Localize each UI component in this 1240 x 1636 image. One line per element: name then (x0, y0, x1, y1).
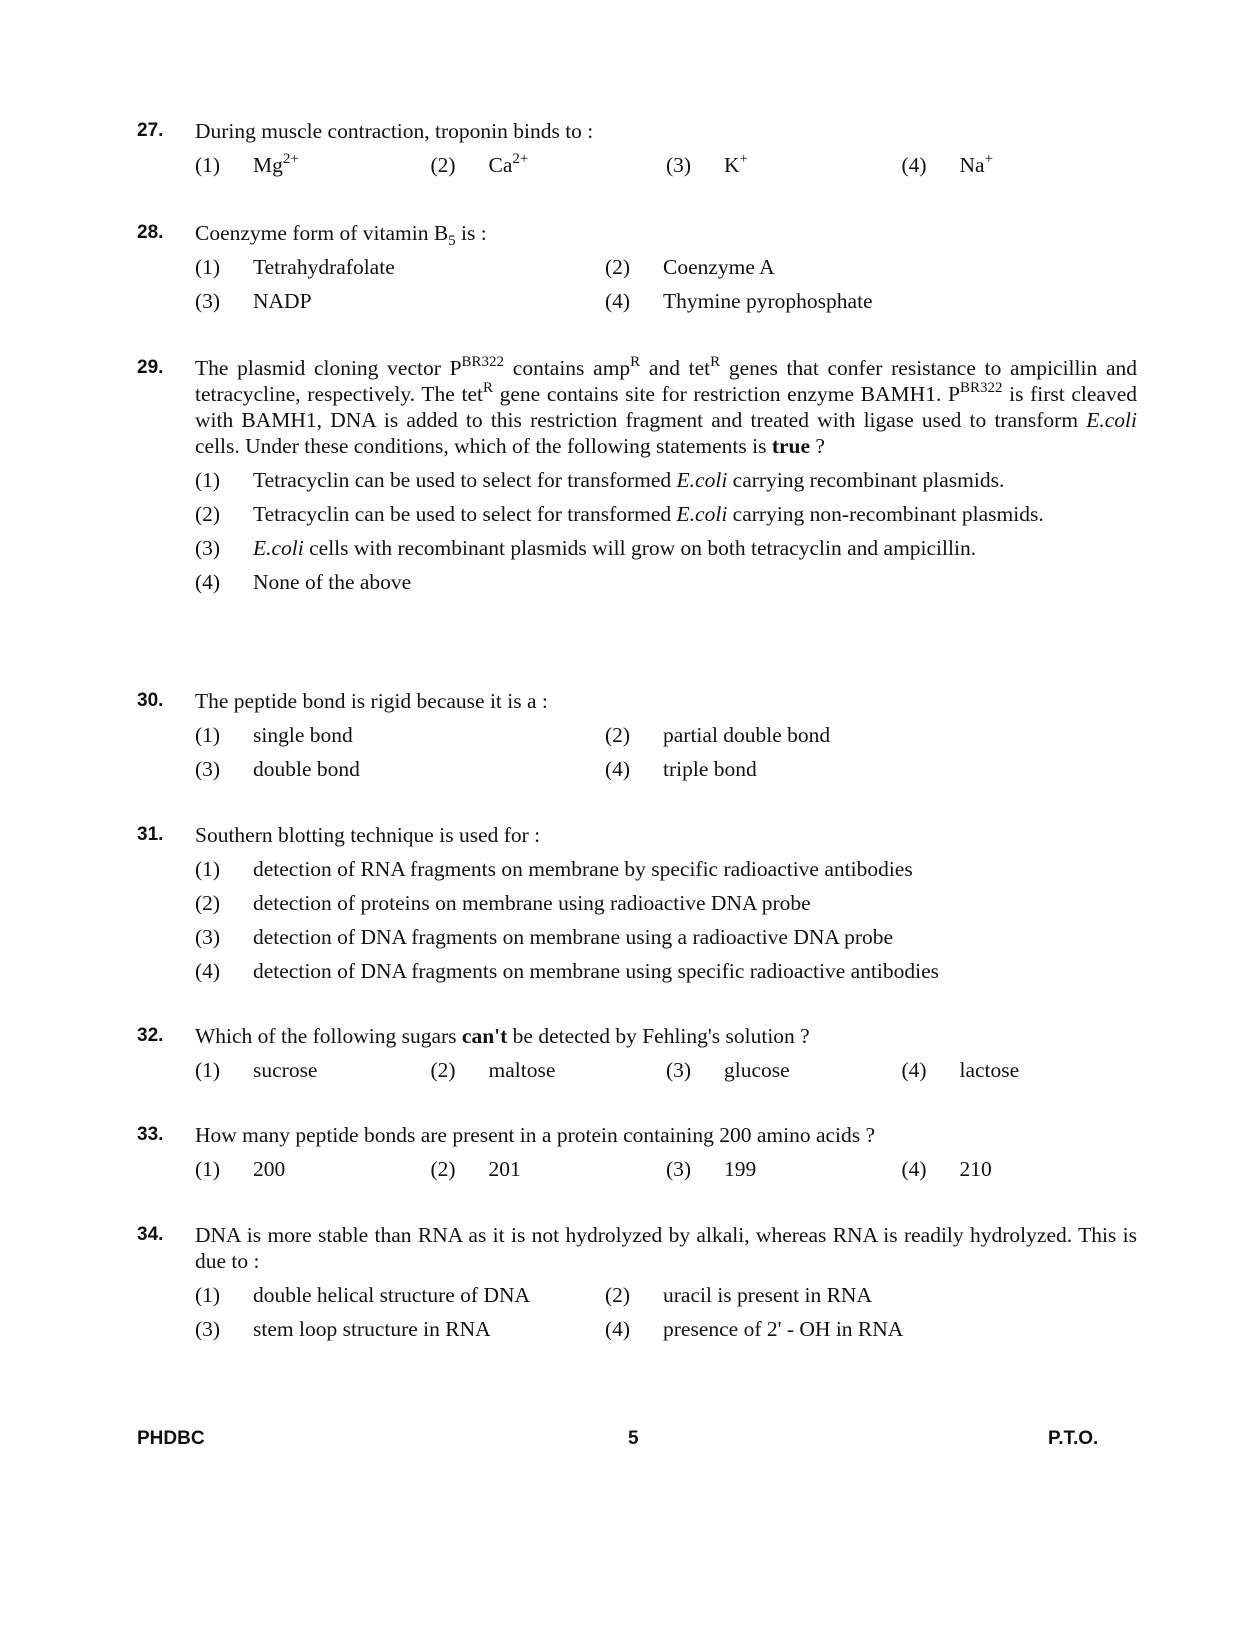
question-text: Southern blotting technique is used for : (195, 823, 541, 847)
question-27 (137, 118, 1137, 186)
question-number: 31. (137, 824, 164, 845)
option-1: (1) double helical structure of DNA (195, 1283, 531, 1307)
option-4: (4) Thymine pyrophosphate (605, 289, 873, 313)
question-32 (137, 1023, 1137, 1091)
option-2: (2) partial double bond (605, 723, 831, 747)
options (195, 1057, 1137, 1091)
question-text: Coenzyme form of vitamin $B_5$ is : (195, 221, 487, 249)
options (195, 1156, 1137, 1190)
option-2: (2) Tetracyclin can be used to select for transformed E.coli carrying non-recombinant plasmids. (195, 502, 1044, 526)
option-3: (3) glucose (666, 1058, 790, 1082)
option-2: (2) 201 (430, 1157, 521, 1181)
question-text: The plasmid cloning vector $P^{BR322}$ contains amp$^R$ and tet$^R$ genes that confer resistance to ampicillin and tetracycline, respectively. The tet$^R$ gene contains site for restriction enzyme BAMH1. $P^{BR322}$ is first cleaved with BAMH1, DNA is added to this restriction fragment and treated with ligase used to transform E.coli cells. Under these conditions, which of the following statements is true ? (195, 354, 1138, 458)
options (195, 1282, 1137, 1350)
option-3: (3) stem loop structure in RNA (195, 1317, 491, 1341)
question-number: 34. (137, 1224, 164, 1245)
option-3: (3) double bond (195, 757, 360, 781)
question-text: How many peptide bonds are present in a protein containing 200 amino acids ? (195, 1123, 876, 1147)
question-text: Which of the following sugars can't be detected by Fehling's solution ? (195, 1024, 810, 1048)
option-4: (4) triple bond (605, 757, 757, 781)
option-1: (1) 200 (195, 1157, 286, 1181)
options (195, 467, 1137, 595)
option-4: (4) Na+ (901, 151, 994, 177)
option-4: (4) detection of DNA fragments on membrane using specific radioactive antibodies (195, 959, 939, 983)
question-text: DNA is more stable than RNA as it is not hydrolyzed by alkali, whereas RNA is readily hydrolyzed. This is due to : (195, 1223, 1137, 1273)
option-1: (1) Tetrahydrafolate (195, 255, 395, 279)
option-4: (4) None of the above (195, 570, 412, 594)
question-number: 33. (137, 1124, 164, 1145)
question-number: 30. (137, 690, 164, 711)
option-1: (1) Tetracyclin can be used to select for transformed E.coli carrying recombinant plasmids. (195, 468, 1005, 492)
option-4: (4) 210 (901, 1157, 992, 1181)
option-3: (3) 199 (666, 1157, 757, 1181)
question-30 (137, 688, 1137, 790)
option-3: (3) E.coli cells with recombinant plasmids will grow on both tetracyclin and ampicillin. (195, 536, 977, 560)
option-3: (3) detection of DNA fragments on membrane using a radioactive DNA probe (195, 925, 894, 949)
question-number: 28. (137, 222, 164, 243)
option-2: (2) detection of proteins on membrane using radioactive DNA probe (195, 891, 811, 915)
page-number: 5 (628, 1428, 639, 1449)
option-2: (2) uracil is present in RNA (605, 1283, 872, 1307)
pto-label: P.T.O. (1048, 1428, 1099, 1449)
options (195, 856, 1137, 984)
question-number: 32. (137, 1025, 164, 1046)
option-4: (4) presence of 2' - OH in RNA (605, 1317, 904, 1341)
option-4: (4) lactose (901, 1058, 1020, 1082)
question-number: 27. (137, 120, 164, 141)
question-29 (137, 355, 1137, 603)
option-1: (1) single bond (195, 723, 353, 747)
question-text: The peptide bond is rigid because it is a : (195, 689, 548, 713)
option-3: (3) K+ (666, 151, 748, 177)
question-34 (137, 1222, 1137, 1350)
options (195, 722, 1137, 790)
options (195, 254, 1137, 322)
question-31 (137, 822, 1137, 992)
option-3: (3) NADP (195, 289, 312, 313)
question-text: During muscle contraction, troponin binds to : (195, 119, 594, 143)
option-2: (2) maltose (430, 1058, 556, 1082)
paper-code: PHDBC (137, 1428, 205, 1449)
options (195, 152, 1137, 186)
option-1: (1) detection of RNA fragments on membrane by specific radioactive antibodies (195, 857, 913, 881)
option-2: (2) Coenzyme A (605, 255, 775, 279)
question-33 (137, 1122, 1137, 1190)
question-28 (137, 220, 1137, 322)
option-2: (2) $Ca^{2+}$ (430, 151, 529, 177)
option-1: (1) $Mg^{2+}$ (195, 151, 299, 177)
question-number: 29. (137, 357, 164, 378)
option-1: (1) sucrose (195, 1058, 318, 1082)
